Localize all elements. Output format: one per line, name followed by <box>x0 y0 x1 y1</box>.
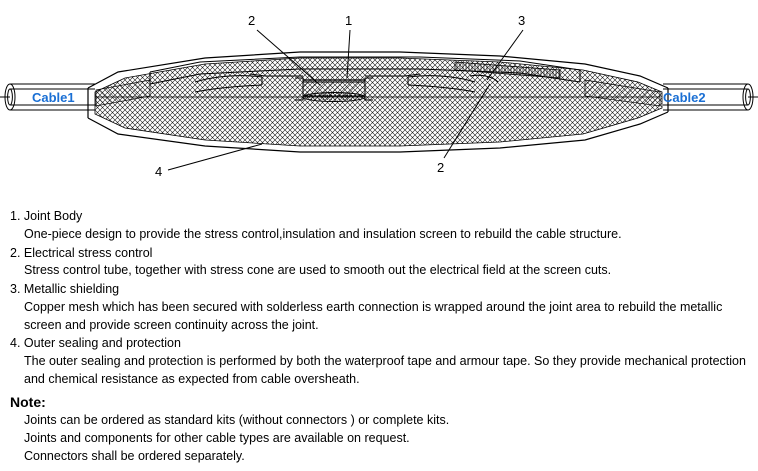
legend-item-3 <box>10 281 754 334</box>
legend-item-2-desc: Stress control tube, together with stress cone are used to smooth out the electrical field at the screen cuts. <box>24 263 612 278</box>
legend-list <box>10 208 754 466</box>
legend-item-3-desc: Copper mesh which has been secured with solderless earth connection is wrapped around the joint area to rebuild the metallic screen and provide screen continuity across the joint. <box>24 299 723 332</box>
legend-item-1-title <box>10 208 754 226</box>
note-line-1: Joints can be ordered as standard kits (without connectors ) or complete kits. <box>24 413 450 428</box>
cable-label-left: Cable1 <box>32 90 75 105</box>
note-line-3: Connectors shall be ordered separately. <box>24 448 245 463</box>
note-heading: Note: <box>10 393 46 410</box>
cable-joint-diagram <box>0 0 758 200</box>
note-line-2: Joints and components for other cable types are available on request. <box>24 431 410 446</box>
legend-item-4-name: Outer sealing and protection <box>23 336 181 351</box>
legend-item-1 <box>10 208 754 244</box>
legend-item-2 <box>10 245 754 281</box>
legend-item-3-number: 3. <box>10 282 21 296</box>
joint-cross-section-drawing <box>0 30 758 170</box>
legend-item-2-name: Electrical stress control <box>23 245 153 260</box>
callout-label-3: 3 <box>518 13 526 28</box>
legend-item-4-desc: The outer sealing and protection is performed by both the waterproof tape and armour tape. So they provide mechanical protection and chemical resistance as expected from cable oversheath. <box>24 354 746 386</box>
cable-label-right: Cable2 <box>663 90 706 105</box>
callout-label-1: 1 <box>345 13 353 28</box>
legend-item-4-title <box>10 335 754 353</box>
legend-item-1-name: Joint Body <box>23 209 83 223</box>
callout-label-4: 4 <box>155 164 163 179</box>
legend-item-1-number: 1. <box>10 209 21 223</box>
legend-item-3-name: Metallic shielding <box>23 282 120 296</box>
legend-item-2-number: 2. <box>10 245 21 260</box>
legend-item-2-title <box>10 245 754 263</box>
callout-label-2a: 2 <box>248 13 256 28</box>
legend-item-4 <box>10 335 754 388</box>
legend-item-4-number: 4. <box>10 336 21 351</box>
legend-item-3-title <box>10 281 754 299</box>
callout-label-2b: 2 <box>437 160 445 175</box>
legend-item-1-desc: One-piece design to provide the stress control,insulation and insulation screen to rebuild the cable structure. <box>24 226 622 241</box>
